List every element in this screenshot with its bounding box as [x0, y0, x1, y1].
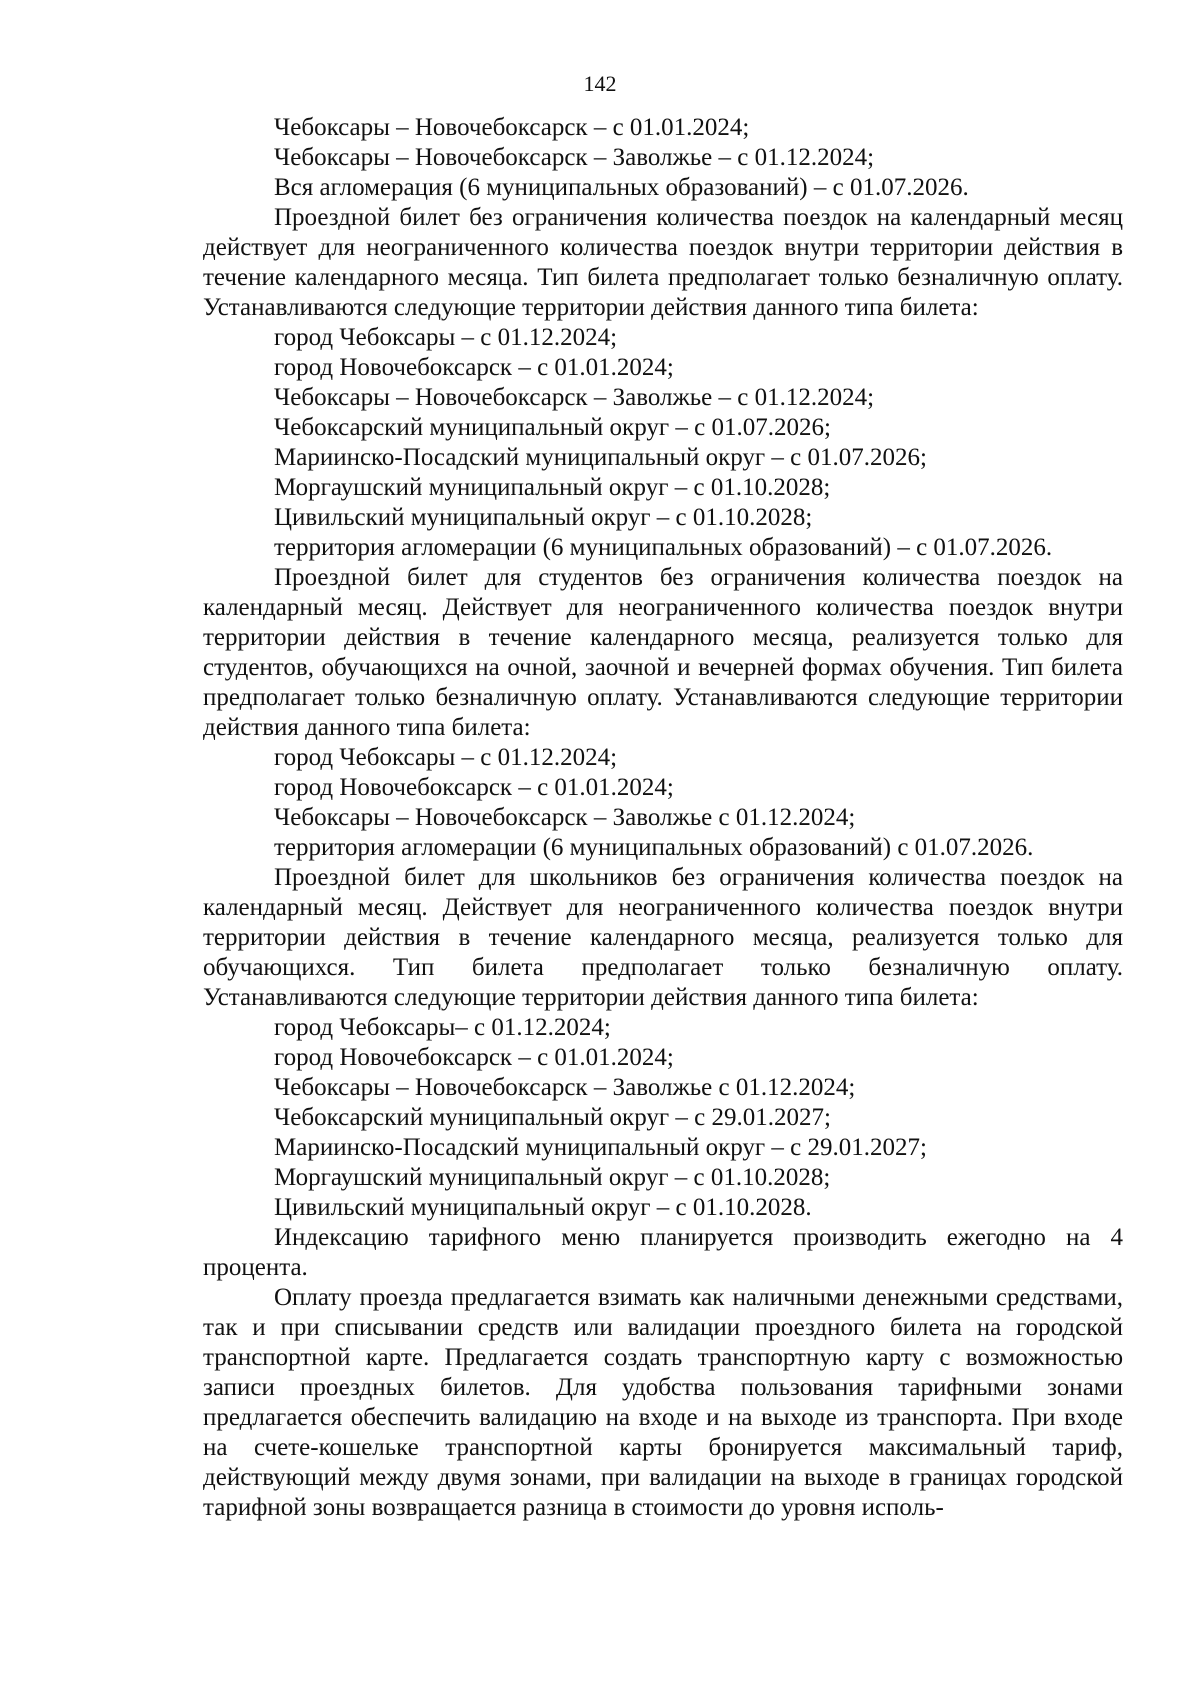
body-text: [203, 113, 1123, 1523]
paragraph: Оплату проезда предлагается взимать как наличными денежными средствами, так и при списывании средств или валидации проездного билета на городской транспортной карте. Предлагается создать транспортную карту с возможностью записи проездных билетов. Для удобства пользования тарифными зонами предлагается обеспечить валидацию на входе и на выходе из транспорта. При входе на счете-кошельке транспортной карты бронируется максимальный тариф, действующий между двумя зонами, при валидации на выходе в границах городской тарифной зоны возвращается разница в стоимости до уровня исполь-: [203, 1284, 1123, 1521]
list-line: Мариинско-Посадский муниципальный округ – с 29.01.2027;: [274, 1134, 927, 1161]
paragraph: Индексацию тарифного меню планируется производить ежегодно на 4 процента.: [203, 1224, 1123, 1281]
list-line: Чебоксарский муниципальный округ – с 01.07.2026;: [274, 414, 831, 441]
list-line: город Чебоксары – с 01.12.2024;: [274, 744, 618, 771]
paragraph: Проездной билет для студентов без ограничения количества поездок на календарный месяц. Действует для неограниченного количества поездок внутри территории действия в течение календарного месяца, реализуется только для студентов, обучающихся на очной, заочной и вечерней формах обучения. Тип билета предполагает только безналичную оплату. Устанавливаются следующие территории действия данного типа билета:: [203, 564, 1123, 741]
list-line: Чебоксары – Новочебоксарск – с 01.01.2024;: [274, 114, 750, 141]
list-line: территория агломерации (6 муниципальных образований) с 01.07.2026.: [274, 834, 1034, 861]
list-line: Мариинско-Посадский муниципальный округ – с 01.07.2026;: [274, 444, 927, 471]
paragraph: Проездной билет без ограничения количества поездок на календарный месяц действует для неограниченного количества поездок внутри территории действия в течение календарного месяца. Тип билета предполагает только безналичную оплату. Устанавливаются следующие территории действия данного типа билета:: [203, 204, 1123, 321]
list-line: Моргаушский муниципальный округ – с 01.10.2028;: [274, 474, 831, 501]
list-line: Цивильский муниципальный округ – с 01.10.2028;: [274, 504, 813, 531]
list-line: Чебоксары – Новочебоксарск – Заволжье с 01.12.2024;: [274, 804, 856, 831]
page-number: 142: [583, 71, 617, 96]
list-line: Чебоксары – Новочебоксарск – Заволжье с 01.12.2024;: [274, 1074, 856, 1101]
list-line: Вся агломерация (6 муниципальных образований) – с 01.07.2026.: [274, 174, 969, 201]
list-line: территория агломерации (6 муниципальных образований) – с 01.07.2026.: [274, 534, 1053, 561]
list-line: Чебоксарский муниципальный округ – с 29.01.2027;: [274, 1104, 831, 1131]
list-line: Моргаушский муниципальный округ – с 01.10.2028;: [274, 1164, 831, 1191]
list-line: Чебоксары – Новочебоксарск – Заволжье – с 01.12.2024;: [274, 144, 875, 171]
list-line: город Новочебоксарск – с 01.01.2024;: [274, 354, 674, 381]
list-line: Цивильский муниципальный округ – с 01.10.2028.: [274, 1194, 812, 1221]
paragraph: Проездной билет для школьников без ограничения количества поездок на календарный месяц. Действует для неограниченного количества поездок внутри территории действия в течение календарного месяца, реализуется только для обучающихся. Тип билета предполагает только безналичную оплату. Устанавливаются следующие территории действия данного типа билета:: [203, 864, 1123, 1011]
list-line: город Новочебоксарск – с 01.01.2024;: [274, 1044, 674, 1071]
list-line: город Чебоксары– с 01.12.2024;: [274, 1014, 611, 1041]
list-line: город Новочебоксарск – с 01.01.2024;: [274, 774, 674, 801]
list-line: Чебоксары – Новочебоксарск – Заволжье – с 01.12.2024;: [274, 384, 875, 411]
list-line: город Чебоксары – с 01.12.2024;: [274, 324, 618, 351]
